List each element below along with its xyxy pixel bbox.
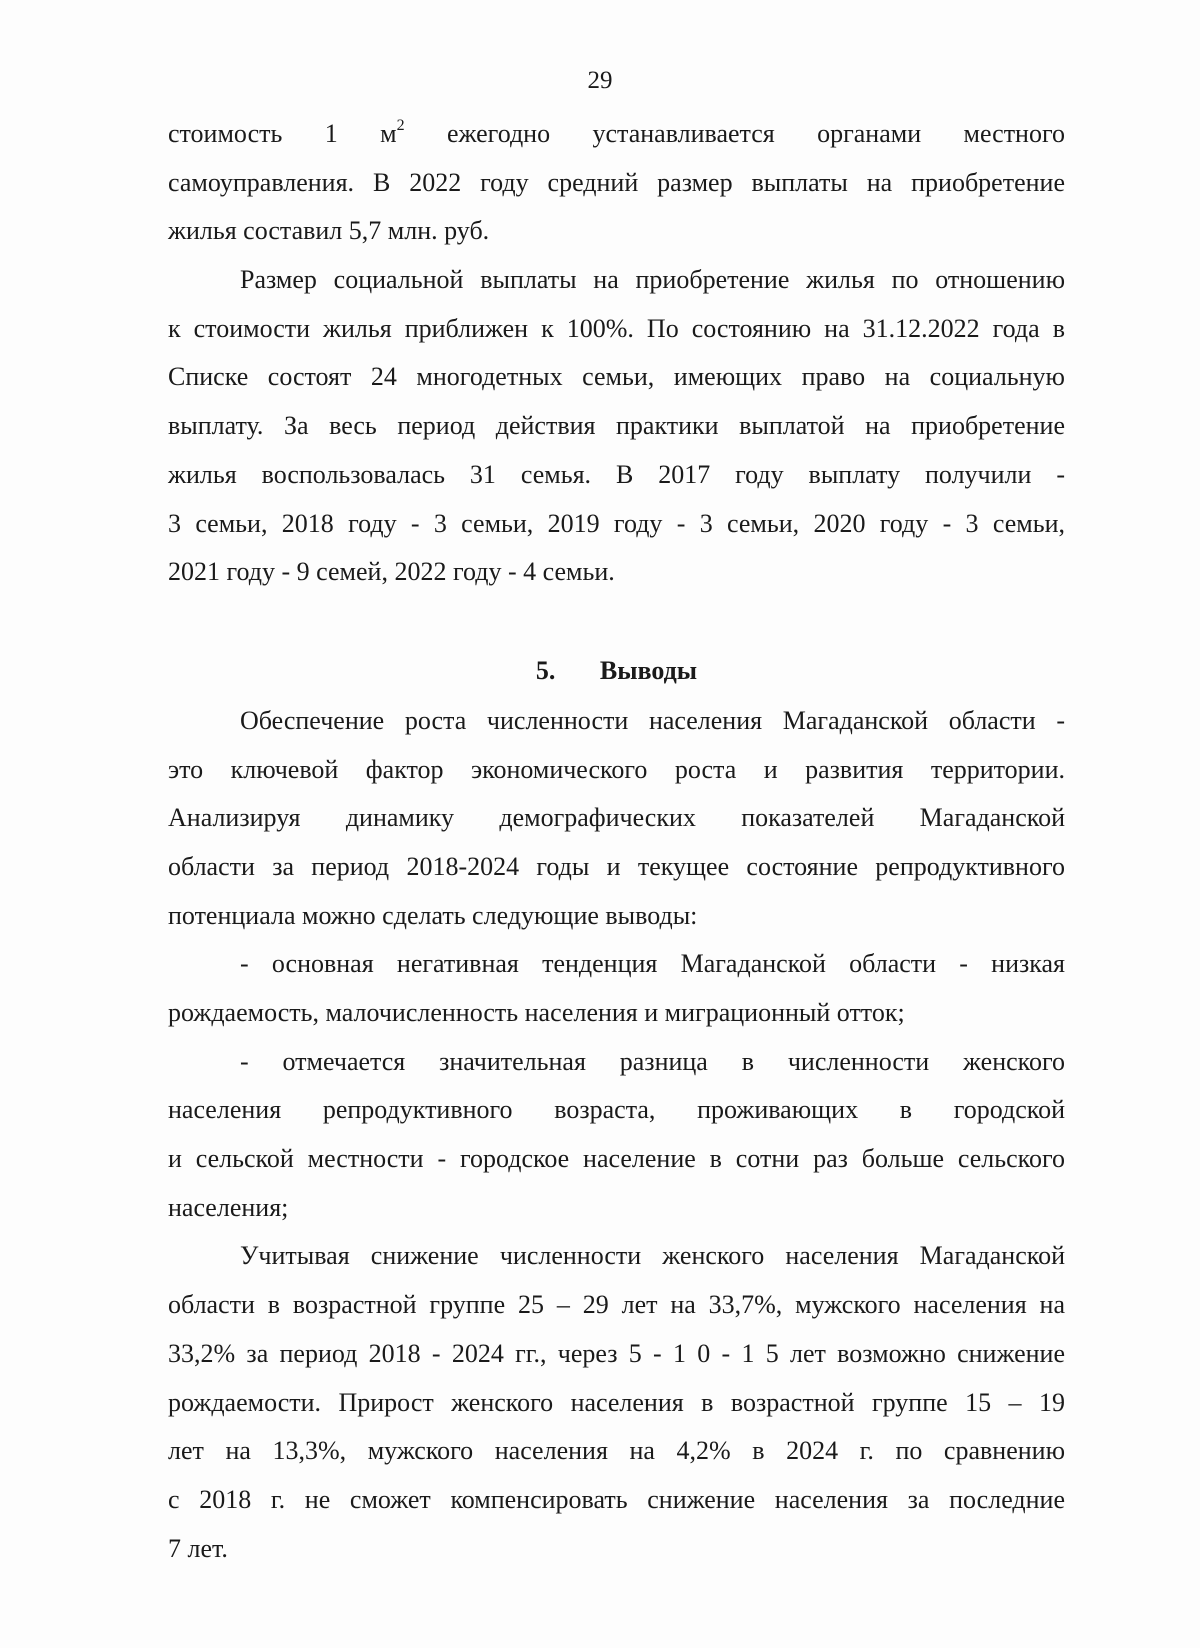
text-line: - отмечается значительная разница в численности женского (240, 1046, 1065, 1076)
text-line: жилья составил 5,7 млн. руб. (168, 216, 490, 246)
text-line: Анализируя динамику демографических показателей Магаданской (168, 803, 1065, 833)
text-line: области в возрастной группе 25 – 29 лет на 33,7%, мужского населения на (168, 1290, 1065, 1320)
text-line: рождаемость, малочисленность населения и миграционный отток; (168, 998, 905, 1027)
text-line: это ключевой фактор экономического роста и развития территории. (168, 754, 1065, 784)
text-line: выплату. За весь период действия практики выплатой на приобретение (168, 411, 1065, 441)
paragraph-housing-cost (168, 110, 1065, 256)
text-line: Обеспечение роста численности населения Магаданской области - (240, 705, 1065, 735)
text-line: населения; (168, 1192, 289, 1222)
paragraph-social-payment (168, 256, 1065, 597)
text-line: области за период 2018-2024 годы и текущее состояние репродуктивного (168, 851, 1065, 881)
document-body (168, 110, 1065, 1573)
text-line: стоимость 1 $м^2$ ежегодно устанавливается органами местного (168, 117, 1065, 148)
text-line: 3 семьи, 2018 году - 3 семьи, 2019 году - 3 семьи, 2020 году - 3 семьи, (168, 508, 1065, 538)
text-line: самоуправления. В 2022 году средний размер выплаты на приобретение (168, 167, 1065, 197)
text-line: 33,2% за период 2018 - 2024 гг., через 5 - 1 0 - 1 5 лет возможно снижение (168, 1338, 1065, 1368)
text-line: потенциала можно сделать следующие выводы: (168, 900, 698, 930)
text-line: 2021 году - 9 семей, 2022 году - 4 семьи. (168, 557, 615, 587)
text-line: - основная негативная тенденция Магаданской области - низкая (240, 949, 1065, 979)
paragraph-conclusions-intro (168, 697, 1065, 940)
section-number: 5. (535, 655, 556, 685)
section-heading (168, 647, 1065, 695)
text-line: Размер социальной выплаты на приобретение жилья по отношению (240, 265, 1065, 295)
text-line: лет на 13,3%, мужского населения на 4,2% в 2024 г. по сравнению (168, 1436, 1065, 1466)
text-line: с 2018 г. не сможет компенсировать снижение населения за последние (168, 1484, 1065, 1514)
text-line: 7 лет. (168, 1533, 228, 1563)
conclusion-item-birth-rate (168, 940, 1065, 1037)
paragraph-population-decline (168, 1232, 1065, 1573)
conclusion-item-urban-rural (168, 1038, 1065, 1233)
text-line: Учитывая снижение численности женского населения Магаданской (240, 1241, 1065, 1271)
text-line: рождаемости. Прирост женского населения в возрастной группе 15 – 19 (168, 1387, 1065, 1417)
superscript: 2 (396, 117, 405, 135)
text-line: населения репродуктивного возраста, проживающих в городской (168, 1095, 1065, 1125)
text-line: и сельской местности - городское население в сотни раз больше сельского (168, 1144, 1065, 1174)
section-title: Выводы (599, 655, 698, 685)
page-number: 29 (587, 67, 613, 94)
text-line: жилья воспользовалась 31 семья. В 2017 году выплату получили - (168, 459, 1065, 489)
text-line: Списке состоят 24 многодетных семьи, имеющих право на социальную (168, 362, 1065, 392)
text-line: к стоимости жилья приближен к 100%. По состоянию на 31.12.2022 года в (168, 313, 1065, 343)
